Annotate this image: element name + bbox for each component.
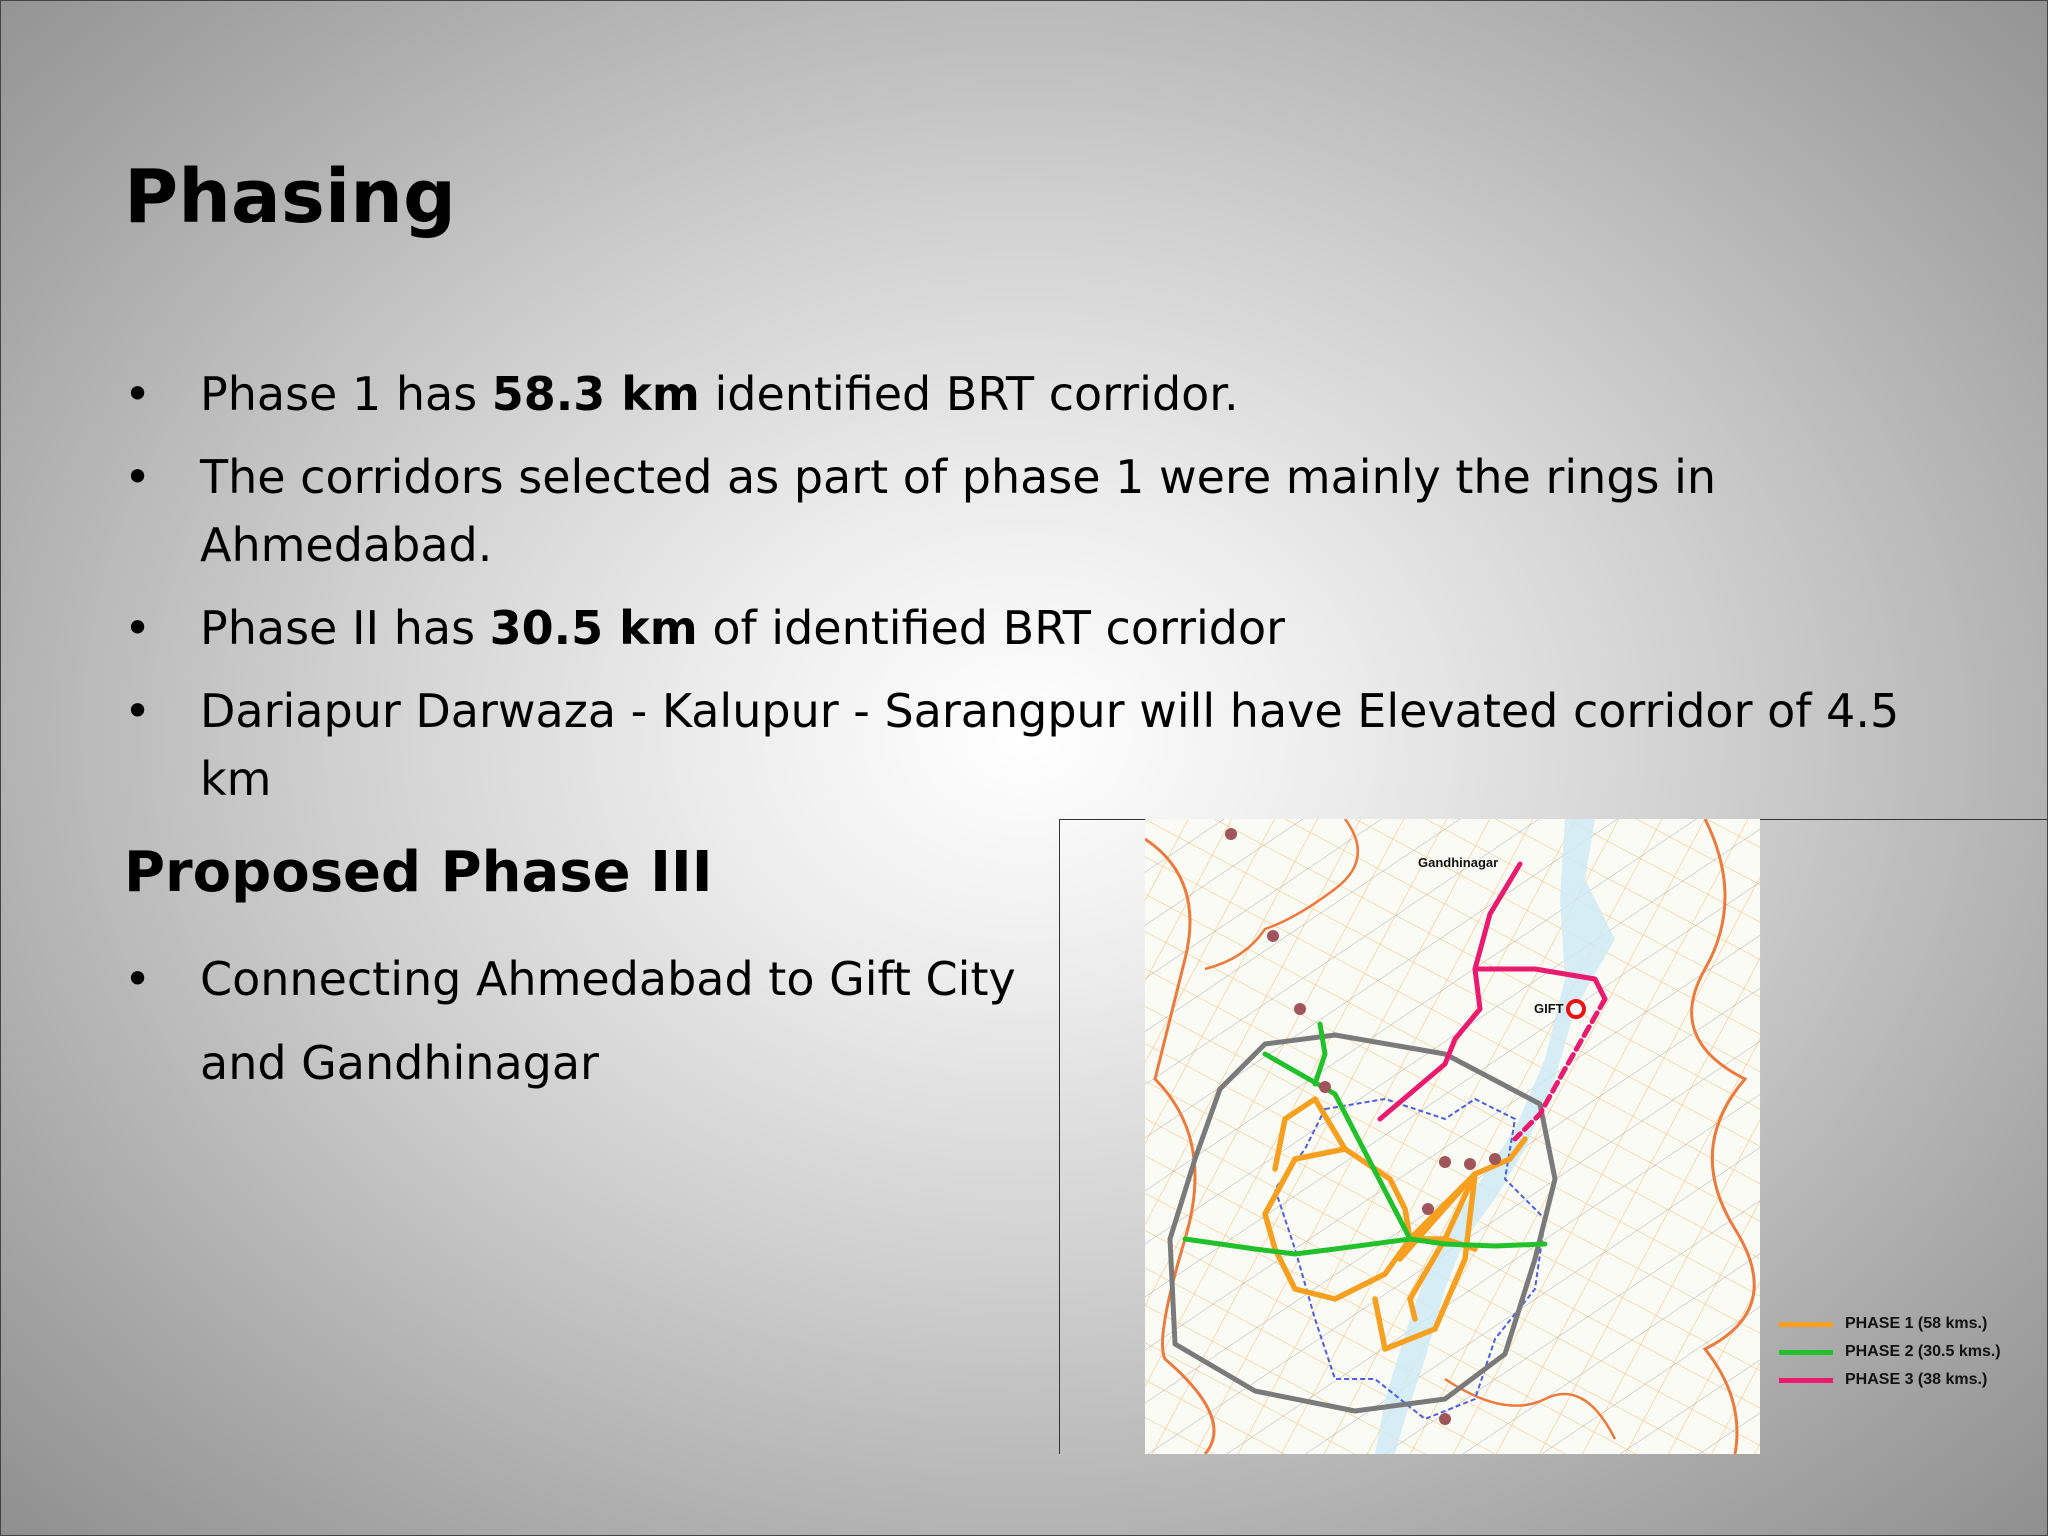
minor-roads bbox=[1145, 819, 1760, 1454]
bullet-text: Dariapur Darwaza - Kalupur - Sarangpur will have Elevated corridor of 4.5 km bbox=[200, 684, 1900, 806]
bullet-text: Phase II has bbox=[200, 601, 490, 655]
bullet-list bbox=[124, 360, 1924, 828]
bullet-text: of identified BRT corridor bbox=[697, 601, 1286, 655]
gandhinagar-label: Gandhinagar bbox=[1418, 855, 1499, 870]
bullet-text-line1: Connecting Ahmedabad to Gift City bbox=[200, 952, 1016, 1006]
bullet-highlight: 30.5 km bbox=[489, 601, 698, 655]
slide-title: Phasing bbox=[124, 154, 456, 240]
legend-label: PHASE 1 (58 kms.) bbox=[1845, 1315, 1988, 1332]
bullet-highlight: 58.3 km bbox=[491, 367, 700, 421]
gift-city-marker bbox=[1568, 1001, 1584, 1017]
gift-label: GIFT bbox=[1534, 1001, 1564, 1016]
legend-label: PHASE 2 (30.5 kms.) bbox=[1845, 1343, 2001, 1360]
bullet-elevated bbox=[124, 677, 1924, 813]
phase3-bullet-list bbox=[124, 937, 1054, 1120]
legend-label: PHASE 3 (38 kms.) bbox=[1845, 1371, 1988, 1388]
map-graphic bbox=[1145, 819, 1760, 1454]
legend-swatch bbox=[1779, 1350, 1833, 1355]
bullet-marker: • bbox=[124, 367, 152, 421]
section-subtitle: Proposed Phase III bbox=[124, 840, 713, 905]
legend-item-phase3 bbox=[1779, 1366, 2001, 1394]
bullet-marker: • bbox=[124, 952, 152, 1006]
legend-item-phase1 bbox=[1779, 1310, 2001, 1338]
bullet-marker: • bbox=[124, 684, 152, 738]
bullet-text: identified BRT corridor. bbox=[699, 367, 1239, 421]
legend-swatch bbox=[1779, 1378, 1833, 1383]
bullet-phase3 bbox=[124, 937, 1054, 1105]
legend-item-phase2 bbox=[1779, 1338, 2001, 1366]
map-legend bbox=[1779, 1310, 2001, 1394]
bullet-phase2 bbox=[124, 594, 1924, 662]
bullet-rings bbox=[124, 443, 1924, 579]
bullet-text-line2: and Gandhinagar bbox=[200, 1036, 599, 1090]
bullet-phase1 bbox=[124, 360, 1924, 428]
bullet-text: Phase 1 has bbox=[200, 367, 492, 421]
bullet-text: The corridors selected as part of phase 1 were mainly the rings in Ahmedabad. bbox=[200, 450, 1717, 572]
brt-network-map bbox=[1145, 819, 1760, 1454]
legend-swatch bbox=[1779, 1322, 1833, 1327]
bullet-marker: • bbox=[124, 450, 152, 504]
bullet-marker: • bbox=[124, 601, 152, 655]
